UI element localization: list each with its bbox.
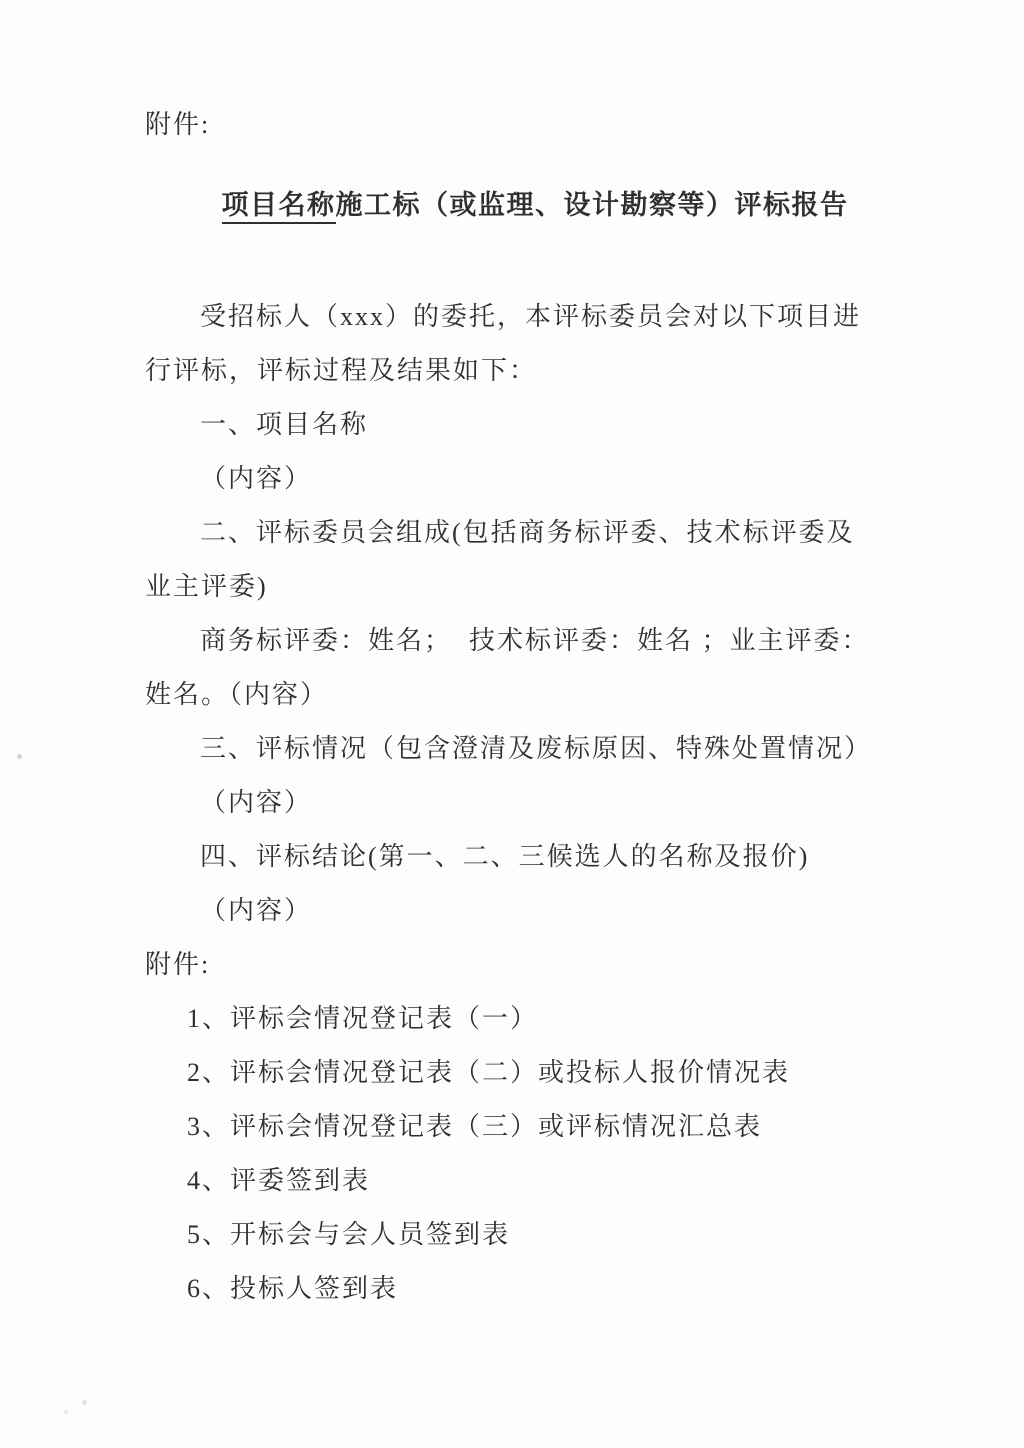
attachment-item-1: 1、评标会情况登记表（一）: [187, 1004, 539, 1033]
attachments-label: 附件:: [145, 950, 211, 979]
attachment-item-5: 5、开标会与会人员签到表: [187, 1220, 511, 1249]
scan-speck: [64, 1410, 68, 1414]
section-2-body-line-1: 商务标评委：姓名； 技术标评委：姓名 ；业主评委：: [200, 626, 870, 655]
title-rest-text: 施工标（或监理、设计勘察等）评标报告: [335, 190, 849, 220]
section-2-body-line-2: 姓名。（内容）: [145, 680, 329, 709]
section-2-heading-line-1: 二、评标委员会组成(包括商务标评委、技术标评委及: [200, 518, 855, 547]
section-1-heading: 一、项目名称: [200, 410, 369, 439]
attachment-item-6: 6、投标人签到表: [187, 1274, 399, 1303]
intro-line-2: 行评标，评标过程及结果如下：: [145, 356, 538, 385]
scan-speck: [82, 1400, 87, 1405]
attachment-label-top: 附件:: [145, 110, 211, 139]
attachment-item-4: 4、评委签到表: [187, 1166, 371, 1195]
section-1-content-placeholder: （内容）: [200, 464, 313, 493]
title-underlined-text: 项目名称: [222, 190, 336, 224]
section-4-content-placeholder: （内容）: [200, 896, 313, 925]
attachment-item-3: 3、评标会情况登记表（三）或评标情况汇总表: [187, 1112, 763, 1141]
intro-line-1: 受招标人（xxx）的委托，本评标委员会对以下项目进: [200, 302, 862, 331]
document-title: [145, 178, 925, 232]
scan-speck: [17, 754, 22, 759]
attachment-item-2: 2、评标会情况登记表（二）或投标人报价情况表: [187, 1058, 791, 1087]
section-3-heading: 三、评标情况（包含澄清及废标原因、特殊处置情况）: [200, 734, 873, 763]
section-3-content-placeholder: （内容）: [200, 788, 313, 817]
section-4-heading: 四、评标结论(第一、二、三候选人的名称及报价): [200, 842, 810, 871]
document-content: [145, 0, 925, 1316]
section-2-heading-line-2: 业主评委): [145, 572, 268, 601]
